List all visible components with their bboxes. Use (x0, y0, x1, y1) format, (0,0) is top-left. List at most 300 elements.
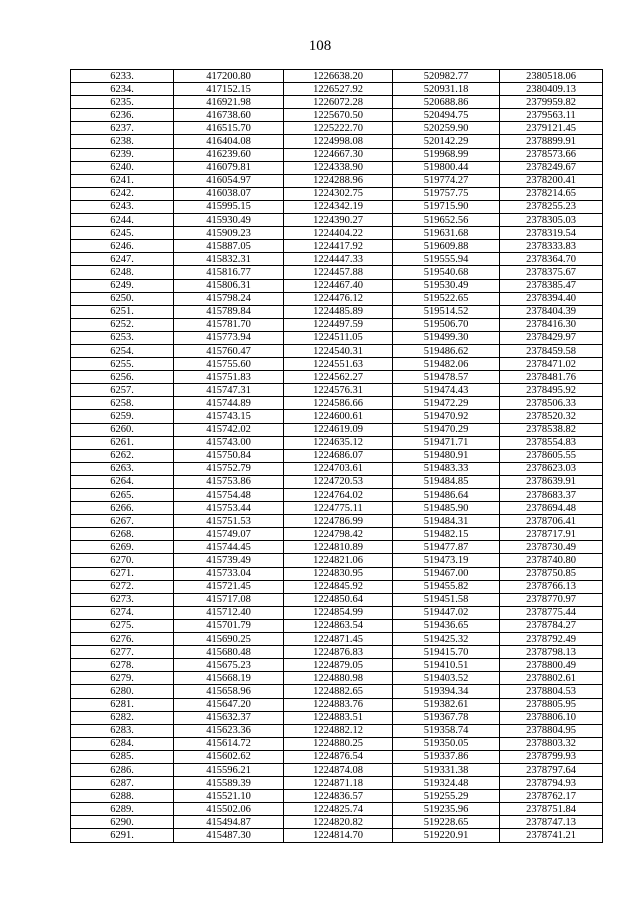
x2-cell: 519530.49 (393, 279, 500, 292)
table-row (71, 122, 603, 135)
y2-cell: 2378762.17 (500, 790, 603, 803)
x1-cell: 415701.79 (174, 619, 284, 632)
x2-cell: 519484.31 (393, 515, 500, 528)
table-row (71, 83, 603, 96)
table-row (71, 214, 603, 227)
y2-cell: 2378747.13 (500, 816, 603, 829)
point-number-cell: 6269. (71, 541, 174, 554)
x2-cell: 519447.02 (393, 606, 500, 619)
y2-cell: 2378784.27 (500, 619, 603, 632)
y2-cell: 2378573.66 (500, 148, 603, 161)
x1-cell: 415744.89 (174, 397, 284, 410)
x2-cell: 519472.29 (393, 397, 500, 410)
y1-cell: 1224876.54 (284, 750, 393, 763)
y2-cell: 2379121.45 (500, 122, 603, 135)
x1-cell: 416079.81 (174, 161, 284, 174)
y1-cell: 1224821.06 (284, 554, 393, 567)
point-number-cell: 6256. (71, 371, 174, 384)
y1-cell: 1224798.42 (284, 528, 393, 541)
y2-cell: 2378506.33 (500, 397, 603, 410)
y2-cell: 2378750.85 (500, 567, 603, 580)
y1-cell: 1224850.64 (284, 593, 393, 606)
x2-cell: 519324.48 (393, 777, 500, 790)
page-number: 108 (308, 38, 332, 54)
table-row (71, 305, 603, 318)
y1-cell: 1224830.95 (284, 567, 393, 580)
y2-cell: 2378200.41 (500, 174, 603, 187)
point-number-cell: 6281. (71, 698, 174, 711)
y2-cell: 2378792.49 (500, 633, 603, 646)
x2-cell: 519220.91 (393, 829, 500, 842)
y1-cell: 1224511.05 (284, 331, 393, 344)
x2-cell: 519358.74 (393, 724, 500, 737)
y1-cell: 1226527.92 (284, 83, 393, 96)
y1-cell: 1224775.11 (284, 502, 393, 515)
y2-cell: 2378605.55 (500, 449, 603, 462)
table-row (71, 724, 603, 737)
y1-cell: 1224476.12 (284, 292, 393, 305)
x1-cell: 415502.06 (174, 803, 284, 816)
y2-cell: 2378804.95 (500, 724, 603, 737)
point-number-cell: 6242. (71, 187, 174, 200)
y2-cell: 2378364.70 (500, 253, 603, 266)
x2-cell: 519367.78 (393, 711, 500, 724)
y1-cell: 1224786.99 (284, 515, 393, 528)
x1-cell: 415668.19 (174, 672, 284, 685)
x1-cell: 415995.15 (174, 200, 284, 213)
y1-cell: 1224703.61 (284, 462, 393, 475)
point-number-cell: 6237. (71, 122, 174, 135)
point-number-cell: 6252. (71, 318, 174, 331)
table-row (71, 279, 603, 292)
table-row (71, 803, 603, 816)
coordinates-table (70, 69, 603, 843)
point-number-cell: 6236. (71, 109, 174, 122)
point-number-cell: 6286. (71, 763, 174, 776)
point-number-cell: 6282. (71, 711, 174, 724)
y2-cell: 2378794.93 (500, 777, 603, 790)
y1-cell: 1226638.20 (284, 70, 393, 83)
x1-cell: 415589.39 (174, 777, 284, 790)
x1-cell: 416054.97 (174, 174, 284, 187)
y2-cell: 2378694.48 (500, 502, 603, 515)
y2-cell: 2378459.58 (500, 344, 603, 357)
x2-cell: 520982.77 (393, 70, 500, 83)
x2-cell: 519471.71 (393, 436, 500, 449)
y2-cell: 2378730.49 (500, 541, 603, 554)
table-row (71, 384, 603, 397)
y2-cell: 2378404.39 (500, 305, 603, 318)
y1-cell: 1224457.88 (284, 266, 393, 279)
point-number-cell: 6273. (71, 593, 174, 606)
x2-cell: 520494.75 (393, 109, 500, 122)
y2-cell: 2378333.83 (500, 240, 603, 253)
x2-cell: 519968.99 (393, 148, 500, 161)
table-row (71, 227, 603, 240)
x1-cell: 415596.21 (174, 763, 284, 776)
y1-cell: 1224586.66 (284, 397, 393, 410)
x1-cell: 415742.02 (174, 423, 284, 436)
y1-cell: 1224871.45 (284, 633, 393, 646)
point-number-cell: 6238. (71, 135, 174, 148)
y1-cell: 1224820.82 (284, 816, 393, 829)
x1-cell: 415887.05 (174, 240, 284, 253)
point-number-cell: 6272. (71, 580, 174, 593)
y2-cell: 2378429.97 (500, 331, 603, 344)
table-row (71, 541, 603, 554)
point-number-cell: 6289. (71, 803, 174, 816)
x1-cell: 415781.70 (174, 318, 284, 331)
x1-cell: 416038.07 (174, 187, 284, 200)
y1-cell: 1226072.28 (284, 96, 393, 109)
y2-cell: 2378775.44 (500, 606, 603, 619)
y1-cell: 1224467.40 (284, 279, 393, 292)
x2-cell: 519337.86 (393, 750, 500, 763)
x2-cell: 519382.61 (393, 698, 500, 711)
point-number-cell: 6240. (71, 161, 174, 174)
x2-cell: 519394.34 (393, 685, 500, 698)
x2-cell: 519350.05 (393, 737, 500, 750)
point-number-cell: 6245. (71, 227, 174, 240)
x2-cell: 519255.29 (393, 790, 500, 803)
x2-cell: 519540.68 (393, 266, 500, 279)
table-row (71, 711, 603, 724)
y2-cell: 2379563.11 (500, 109, 603, 122)
y1-cell: 1224879.05 (284, 659, 393, 672)
x1-cell: 415750.84 (174, 449, 284, 462)
y2-cell: 2378899.91 (500, 135, 603, 148)
table-row (71, 606, 603, 619)
x2-cell: 519486.62 (393, 344, 500, 357)
table-row (71, 475, 603, 488)
table-row (71, 135, 603, 148)
x1-cell: 415494.87 (174, 816, 284, 829)
coordinates-table-body (71, 70, 603, 843)
x1-cell: 415751.53 (174, 515, 284, 528)
point-number-cell: 6250. (71, 292, 174, 305)
x1-cell: 415760.47 (174, 344, 284, 357)
point-number-cell: 6271. (71, 567, 174, 580)
table-row (71, 253, 603, 266)
x2-cell: 519228.65 (393, 816, 500, 829)
point-number-cell: 6260. (71, 423, 174, 436)
y1-cell: 1224883.51 (284, 711, 393, 724)
x1-cell: 415487.30 (174, 829, 284, 842)
y1-cell: 1224836.57 (284, 790, 393, 803)
point-number-cell: 6267. (71, 515, 174, 528)
y1-cell: 1224417.92 (284, 240, 393, 253)
y2-cell: 2378305.03 (500, 214, 603, 227)
y2-cell: 2378639.91 (500, 475, 603, 488)
point-number-cell: 6254. (71, 344, 174, 357)
y2-cell: 2378375.67 (500, 266, 603, 279)
x2-cell: 519467.00 (393, 567, 500, 580)
y1-cell: 1224390.27 (284, 214, 393, 227)
x1-cell: 415755.60 (174, 358, 284, 371)
table-row (71, 646, 603, 659)
table-row (71, 554, 603, 567)
x1-cell: 415752.79 (174, 462, 284, 475)
x1-cell: 415632.37 (174, 711, 284, 724)
y1-cell: 1224883.76 (284, 698, 393, 711)
x1-cell: 415658.96 (174, 685, 284, 698)
y1-cell: 1224338.90 (284, 161, 393, 174)
x2-cell: 520259.90 (393, 122, 500, 135)
point-number-cell: 6277. (71, 646, 174, 659)
x2-cell: 519477.87 (393, 541, 500, 554)
x1-cell: 415789.84 (174, 305, 284, 318)
x2-cell: 519425.32 (393, 633, 500, 646)
y1-cell: 1224635.12 (284, 436, 393, 449)
x1-cell: 415602.62 (174, 750, 284, 763)
table-row (71, 96, 603, 109)
table-row (71, 750, 603, 763)
y1-cell: 1224562.27 (284, 371, 393, 384)
point-number-cell: 6235. (71, 96, 174, 109)
point-number-cell: 6247. (71, 253, 174, 266)
y2-cell: 2378554.83 (500, 436, 603, 449)
point-number-cell: 6261. (71, 436, 174, 449)
table-row (71, 70, 603, 83)
table-row (71, 790, 603, 803)
y2-cell: 2378805.95 (500, 698, 603, 711)
y1-cell: 1224845.92 (284, 580, 393, 593)
y2-cell: 2378214.65 (500, 187, 603, 200)
x2-cell: 519609.88 (393, 240, 500, 253)
y1-cell: 1224854.99 (284, 606, 393, 619)
x1-cell: 415749.07 (174, 528, 284, 541)
table-row (71, 489, 603, 502)
x1-cell: 415753.44 (174, 502, 284, 515)
x1-cell: 415739.49 (174, 554, 284, 567)
x2-cell: 519506.70 (393, 318, 500, 331)
y1-cell: 1224876.83 (284, 646, 393, 659)
x2-cell: 519555.94 (393, 253, 500, 266)
point-number-cell: 6265. (71, 489, 174, 502)
y2-cell: 2378797.64 (500, 763, 603, 776)
table-row (71, 515, 603, 528)
point-number-cell: 6276. (71, 633, 174, 646)
x2-cell: 520688.86 (393, 96, 500, 109)
point-number-cell: 6258. (71, 397, 174, 410)
table-row (71, 397, 603, 410)
point-number-cell: 6253. (71, 331, 174, 344)
x1-cell: 415623.36 (174, 724, 284, 737)
y2-cell: 2378740.80 (500, 554, 603, 567)
table-row (71, 436, 603, 449)
point-number-cell: 6244. (71, 214, 174, 227)
x2-cell: 519410.51 (393, 659, 500, 672)
x2-cell: 519415.70 (393, 646, 500, 659)
y2-cell: 2378804.53 (500, 685, 603, 698)
x1-cell: 417200.80 (174, 70, 284, 83)
point-number-cell: 6233. (71, 70, 174, 83)
x1-cell: 415798.24 (174, 292, 284, 305)
x1-cell: 415832.31 (174, 253, 284, 266)
table-row (71, 200, 603, 213)
x2-cell: 519474.43 (393, 384, 500, 397)
table-row (71, 633, 603, 646)
point-number-cell: 6246. (71, 240, 174, 253)
table-row (71, 240, 603, 253)
table-row (71, 318, 603, 331)
x1-cell: 415675.23 (174, 659, 284, 672)
x1-cell: 415754.48 (174, 489, 284, 502)
x1-cell: 415690.25 (174, 633, 284, 646)
x2-cell: 519484.85 (393, 475, 500, 488)
x2-cell: 519522.65 (393, 292, 500, 305)
table-row (71, 685, 603, 698)
x1-cell: 416738.60 (174, 109, 284, 122)
x2-cell: 519774.27 (393, 174, 500, 187)
y2-cell: 2378319.54 (500, 227, 603, 240)
table-row (71, 528, 603, 541)
y2-cell: 2378799.93 (500, 750, 603, 763)
x2-cell: 519480.91 (393, 449, 500, 462)
x2-cell: 519482.15 (393, 528, 500, 541)
table-row (71, 672, 603, 685)
x1-cell: 415747.31 (174, 384, 284, 397)
y2-cell: 2378802.61 (500, 672, 603, 685)
x2-cell: 519455.82 (393, 580, 500, 593)
table-row (71, 187, 603, 200)
y1-cell: 1224880.98 (284, 672, 393, 685)
x1-cell: 415712.40 (174, 606, 284, 619)
y1-cell: 1224600.61 (284, 410, 393, 423)
point-number-cell: 6285. (71, 750, 174, 763)
table-row (71, 371, 603, 384)
table-row (71, 737, 603, 750)
y1-cell: 1224302.75 (284, 187, 393, 200)
x1-cell: 415743.00 (174, 436, 284, 449)
y2-cell: 2378255.23 (500, 200, 603, 213)
x2-cell: 519800.44 (393, 161, 500, 174)
x2-cell: 519514.52 (393, 305, 500, 318)
x2-cell: 519631.68 (393, 227, 500, 240)
x2-cell: 519470.29 (393, 423, 500, 436)
point-number-cell: 6266. (71, 502, 174, 515)
x1-cell: 415680.48 (174, 646, 284, 659)
table-row (71, 580, 603, 593)
point-number-cell: 6279. (71, 672, 174, 685)
y1-cell: 1224863.54 (284, 619, 393, 632)
point-number-cell: 6278. (71, 659, 174, 672)
x2-cell: 519652.56 (393, 214, 500, 227)
point-number-cell: 6255. (71, 358, 174, 371)
y2-cell: 2378766.13 (500, 580, 603, 593)
y1-cell: 1224882.12 (284, 724, 393, 737)
table-row (71, 161, 603, 174)
x1-cell: 415717.08 (174, 593, 284, 606)
y2-cell: 2378803.32 (500, 737, 603, 750)
table-row (71, 777, 603, 790)
y1-cell: 1224764.02 (284, 489, 393, 502)
x1-cell: 415647.20 (174, 698, 284, 711)
point-number-cell: 6257. (71, 384, 174, 397)
x1-cell: 415816.77 (174, 266, 284, 279)
x1-cell: 415806.31 (174, 279, 284, 292)
x1-cell: 415733.04 (174, 567, 284, 580)
x2-cell: 519482.06 (393, 358, 500, 371)
x2-cell: 519485.90 (393, 502, 500, 515)
x1-cell: 415614.72 (174, 737, 284, 750)
x1-cell: 415521.10 (174, 790, 284, 803)
point-number-cell: 6290. (71, 816, 174, 829)
y2-cell: 2378249.67 (500, 161, 603, 174)
x1-cell: 415744.45 (174, 541, 284, 554)
table-row (71, 109, 603, 122)
x1-cell: 416515.70 (174, 122, 284, 135)
y2-cell: 2378394.40 (500, 292, 603, 305)
y1-cell: 1225222.70 (284, 122, 393, 135)
y2-cell: 2378481.76 (500, 371, 603, 384)
table-row (71, 502, 603, 515)
y2-cell: 2378798.13 (500, 646, 603, 659)
point-number-cell: 6287. (71, 777, 174, 790)
x1-cell: 415930.49 (174, 214, 284, 227)
x2-cell: 519486.64 (393, 489, 500, 502)
y2-cell: 2379959.82 (500, 96, 603, 109)
table-row (71, 816, 603, 829)
table-row (71, 763, 603, 776)
y2-cell: 2378495.92 (500, 384, 603, 397)
y1-cell: 1224619.09 (284, 423, 393, 436)
y1-cell: 1224342.19 (284, 200, 393, 213)
y1-cell: 1224404.22 (284, 227, 393, 240)
x1-cell: 415751.83 (174, 371, 284, 384)
y1-cell: 1224686.07 (284, 449, 393, 462)
x1-cell: 415773.94 (174, 331, 284, 344)
x2-cell: 519403.52 (393, 672, 500, 685)
table-row (71, 567, 603, 580)
x1-cell: 415753.86 (174, 475, 284, 488)
x2-cell: 519331.38 (393, 763, 500, 776)
x1-cell: 415909.23 (174, 227, 284, 240)
x2-cell: 519473.19 (393, 554, 500, 567)
table-row (71, 358, 603, 371)
y1-cell: 1224998.08 (284, 135, 393, 148)
table-row (71, 174, 603, 187)
x2-cell: 519470.92 (393, 410, 500, 423)
y1-cell: 1225670.50 (284, 109, 393, 122)
y2-cell: 2378706.41 (500, 515, 603, 528)
table-row (71, 698, 603, 711)
y1-cell: 1224447.33 (284, 253, 393, 266)
y2-cell: 2380409.13 (500, 83, 603, 96)
y2-cell: 2378751.84 (500, 803, 603, 816)
x2-cell: 519757.75 (393, 187, 500, 200)
point-number-cell: 6284. (71, 737, 174, 750)
y1-cell: 1224874.08 (284, 763, 393, 776)
y2-cell: 2378623.03 (500, 462, 603, 475)
point-number-cell: 6259. (71, 410, 174, 423)
y1-cell: 1224497.59 (284, 318, 393, 331)
point-number-cell: 6262. (71, 449, 174, 462)
x2-cell: 519483.33 (393, 462, 500, 475)
table-row (71, 344, 603, 357)
y2-cell: 2380518.06 (500, 70, 603, 83)
y2-cell: 2378717.91 (500, 528, 603, 541)
y1-cell: 1224880.25 (284, 737, 393, 750)
table-row (71, 659, 603, 672)
y1-cell: 1224576.31 (284, 384, 393, 397)
x1-cell: 416404.08 (174, 135, 284, 148)
x1-cell: 415743.15 (174, 410, 284, 423)
y1-cell: 1224540.31 (284, 344, 393, 357)
point-number-cell: 6264. (71, 475, 174, 488)
point-number-cell: 6270. (71, 554, 174, 567)
y1-cell: 1224485.89 (284, 305, 393, 318)
